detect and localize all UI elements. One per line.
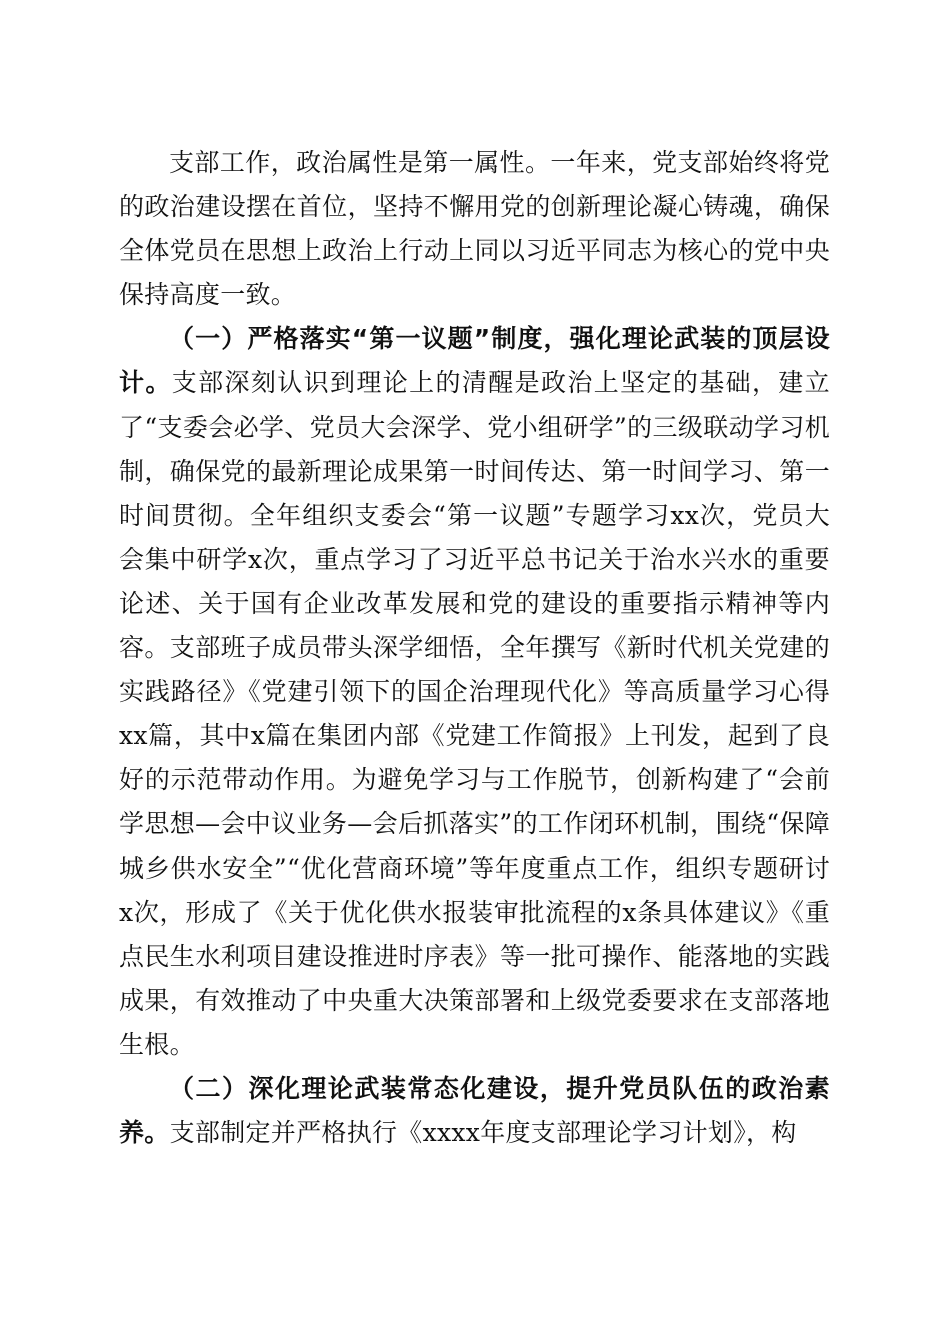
intro-paragraph-text: 支部工作，政治属性是第一属性。一年来，党支部始终将党的政治建设摆在首位，坚持不懈用党的创新理论凝心铸魂，确保全体党员在思想上政治上行动上同以习近平同志为核心的党中央保持高度一致。 (119, 148, 830, 310)
section-2-paragraph (119, 1067, 830, 1155)
section-1-text: 支部深刻认识到理论上的清醒是政治上坚定的基础，建立了“支委会必学、党员大会深学、党小组研学”的三级联动学习机制，确保党的最新理论成果第一时间传达、第一时间学习、第一时间贯彻。全年组织支委会“第一议题”专题学习xx次，党员大会集中研学x次，重点学习了习近平总书记关于治水兴水的重要论述、关于国有企业改革发展和党的建设的重要指示精神等内容。支部班子成员带头深学细悟，全年撰写《新时代机关党建的实践路径》《党建引领下的国企治理现代化》等高质量学习心得xx篇，其中x篇在集团内部《党建工作简报》上刊发，起到了良好的示范带动作用。为避免学习与工作脱节，创新构建了“会前学思想—会中议业务—会后抓落实”的工作闭环机制，围绕“保障城乡供水安全”“优化营商环境”等年度重点工作，组织专题研讨x次，形成了《关于优化供水报装审批流程的x条具体建议》《重点民生水利项目建设推进时序表》等一批可操作、能落地的实践成果，有效推动了中央重大决策部署和上级党委要求在支部落地生根。 (119, 368, 830, 1059)
section-1-paragraph (119, 317, 830, 1067)
section-2-text: 支部制定并严格执行《xxxx年度支部理论学习计划》，构 (169, 1118, 797, 1148)
section-1-heading: （一）严格落实“第一议题”制度，强化理论武装的顶层设计。 (119, 324, 830, 398)
document-body (119, 141, 830, 1155)
intro-paragraph (119, 141, 830, 317)
section-2-heading: （二）深化理论武装常态化建设，提升党员队伍的政治素养。 (119, 1073, 830, 1148)
